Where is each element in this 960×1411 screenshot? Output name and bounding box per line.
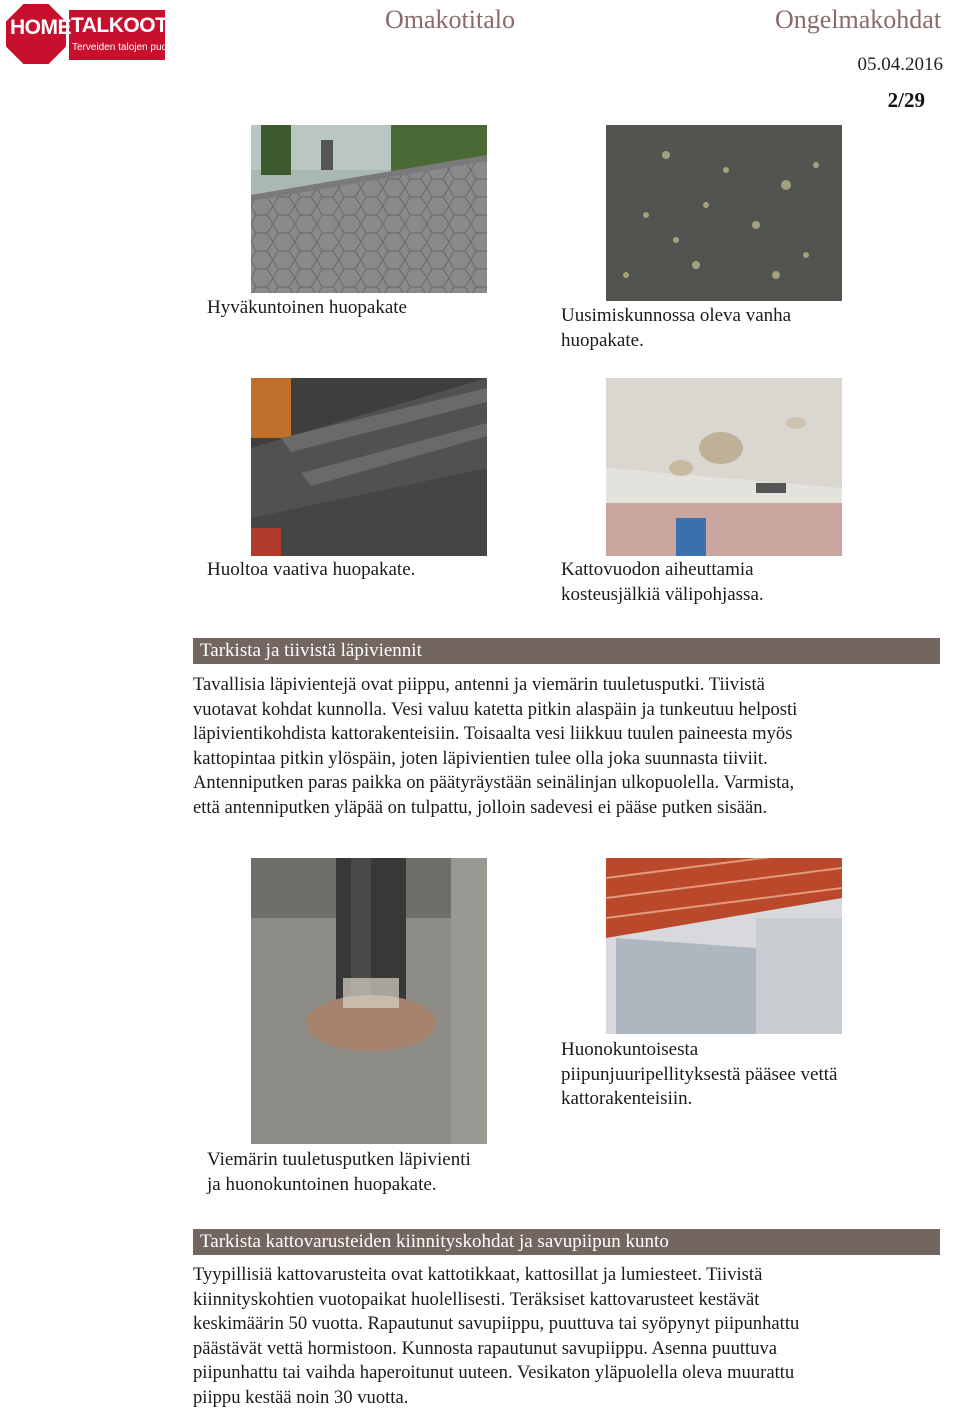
page-number: 2/29 [887,88,925,112]
photo-vent-pipe-penetration [251,858,487,1144]
caption-5 [207,1148,471,1197]
caption-line: ja huonokuntoinen huopakate. [207,1173,437,1195]
paragraph-line: läpivientikohdista kattorakenteisiin. Toisaalta vesi liikkuu tuulen paineesta myös [193,723,793,744]
site-logo[interactable] [5,2,189,64]
paragraph-line: että antenniputken yläpää on tulpattu, jolloin sadevesi ei pääse putken sisään. [193,796,768,818]
logo-home-text: HOME [10,16,71,39]
paragraph-line: kattopintaa pitkin ylöspäin, joten läpivientien tulee olla joka suunnasta tiiviit. [193,747,768,769]
paragraph-line: Tyypillisiä kattovarusteita ovat kattotikkaat, kattosillat ja lumiesteet. Tiivistä [193,1264,763,1285]
caption-line: kattorakenteisiin. [561,1088,693,1109]
paragraph-line: kiinnityskohtien vuotopaikat huolellisesti. Teräksiset kattovarusteet kestävät [193,1288,760,1310]
caption-line: Viemärin tuuletusputken läpivienti [207,1149,471,1170]
photo-roof-needs-maintenance [251,378,487,556]
caption-2 [561,304,791,353]
caption-line: Kattovuodon aiheuttamia [561,559,754,580]
header-topic: Ongelmakohdat [775,5,942,34]
document-date: 05.04.2016 [857,54,943,75]
paragraph-line: keskimäärin 50 vuotta. Rapautunut savupiippu, puuttuva tai syöpynyt piipunhattu [193,1313,800,1334]
paragraph-line: Antenniputken paras paikka on päätyräystään seinälinjan ulkopuolella. Varmista, [193,772,795,793]
caption-6 [561,1038,837,1112]
photo-ceiling-moisture-stains [606,378,842,556]
paragraph-line: piipunhattu tai vaihda haperoitunut uuteen. Vesikaton yläpuolella oleva muurattu [193,1362,795,1383]
section-heading-penetrations: Tarkista ja tiivistä läpiviennit [193,638,940,664]
header-category: Omakotitalo [385,5,515,34]
caption-line: Hyväkuntoinen huopakate [207,297,407,318]
logo-tagline: Terveiden talojen puolesta [72,42,189,53]
photo-old-felt-roof [606,125,842,301]
photo-chimney-flashing [606,858,842,1034]
caption-1 [207,296,407,321]
caption-line: huopakate. [561,329,644,351]
caption-line: piipunjuuripellityksestä pääsee vettä [561,1063,838,1085]
caption-line: Uusimiskunnossa oleva vanha [561,305,792,326]
paragraph-line: piippu kestää noin 30 vuotta. [193,1386,409,1408]
caption-line: Huonokuntoisesta [561,1039,699,1060]
section-paragraph-roof-accessories [193,1263,941,1410]
caption-line: kosteusjälkiä välipohjassa. [561,583,764,605]
section-paragraph-penetrations [193,673,941,820]
paragraph-line: Tavallisia läpivientejä ovat piippu, antenni ja viemärin tuuletusputki. Tiivistä [193,674,765,695]
section-heading-roof-accessories: Tarkista kattovarusteiden kiinnityskohdat ja savupiipun kunto [193,1229,940,1255]
caption-3 [207,558,415,583]
logo-site-text: TALKOOT.FI [71,14,189,37]
paragraph-line: vuotavat kohdat kunnolla. Vesi valuu katetta pitkin alaspäin ja tunkeutuu helposti [193,698,798,720]
caption-4 [561,558,764,607]
caption-line: Huoltoa vaativa huopakate. [207,559,416,580]
paragraph-line: päästävät vettä hormistoon. Kunnosta rapautunut savupiippu. Asenna puuttuva [193,1337,778,1359]
photo-good-felt-roof [251,125,487,293]
